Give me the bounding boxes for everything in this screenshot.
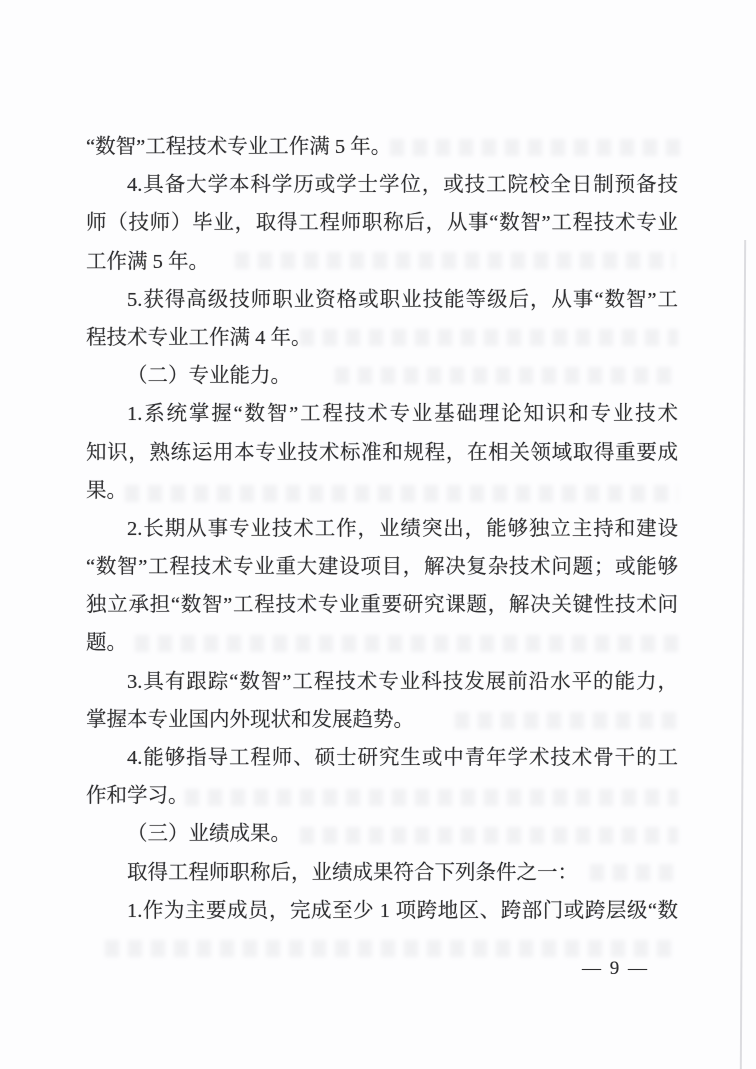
text-line: 5.获得高级技师职业资格或职业技能等级后，从事“数智”工 (127, 288, 678, 311)
page-edge-line (740, 240, 746, 1069)
text-line: 作和学习。 (86, 785, 189, 808)
text-line: 1.系统掌握“数智”工程技术专业基础理论知识和专业技术 (127, 403, 678, 426)
text-line: 果。 (86, 479, 127, 502)
text-line: 1.作为主要成员，完成至少 1 项跨地区、跨部门或跨层级“数 (127, 899, 678, 922)
text-line: 工作满 5 年。 (86, 250, 209, 273)
text-line: 知识，熟练运用本专业技术标准和规程，在相关领域取得重要成 (86, 441, 678, 464)
text-line: 掌握本专业国内外现状和发展趋势。 (86, 708, 414, 731)
text-line: 师（技师）毕业，取得工程师职称后，从事“数智”工程技术专业 (86, 212, 678, 235)
bleed-through-ghost (105, 940, 678, 957)
text-line: 题。 (86, 632, 127, 655)
text-line-section-heading: （二）专业能力。 (127, 365, 291, 388)
text-line: 程技术专业工作满 4 年。 (86, 326, 312, 349)
text-line: 2.长期从事专业技术工作，业绩突出，能够独立主持和建设 (127, 517, 678, 540)
document-body (86, 128, 678, 930)
page-number: — 9 — (582, 958, 649, 979)
text-line-section-heading: （三）业绩成果。 (127, 823, 291, 846)
text-line: 取得工程师职称后，业绩成果符合下列条件之一： (127, 861, 578, 884)
text-line: “数智”工程技术专业工作满 5 年。 (86, 136, 392, 158)
text-line: “数智”工程技术专业重大建设项目，解决复杂技术问题；或能够 (86, 556, 678, 579)
text-line: 独立承担“数智”工程技术专业重要研究课题，解决关键性技术问 (86, 594, 678, 617)
text-line: 4.具备大学本科学历或学士学位，或技工院校全日制预备技 (127, 174, 678, 197)
text-line: 3.具有跟踪“数智”工程技术专业科技发展前沿水平的能力， (127, 670, 678, 693)
text-line: 4.能够指导工程师、硕士研究生或中青年学术技术骨干的工 (127, 747, 678, 769)
